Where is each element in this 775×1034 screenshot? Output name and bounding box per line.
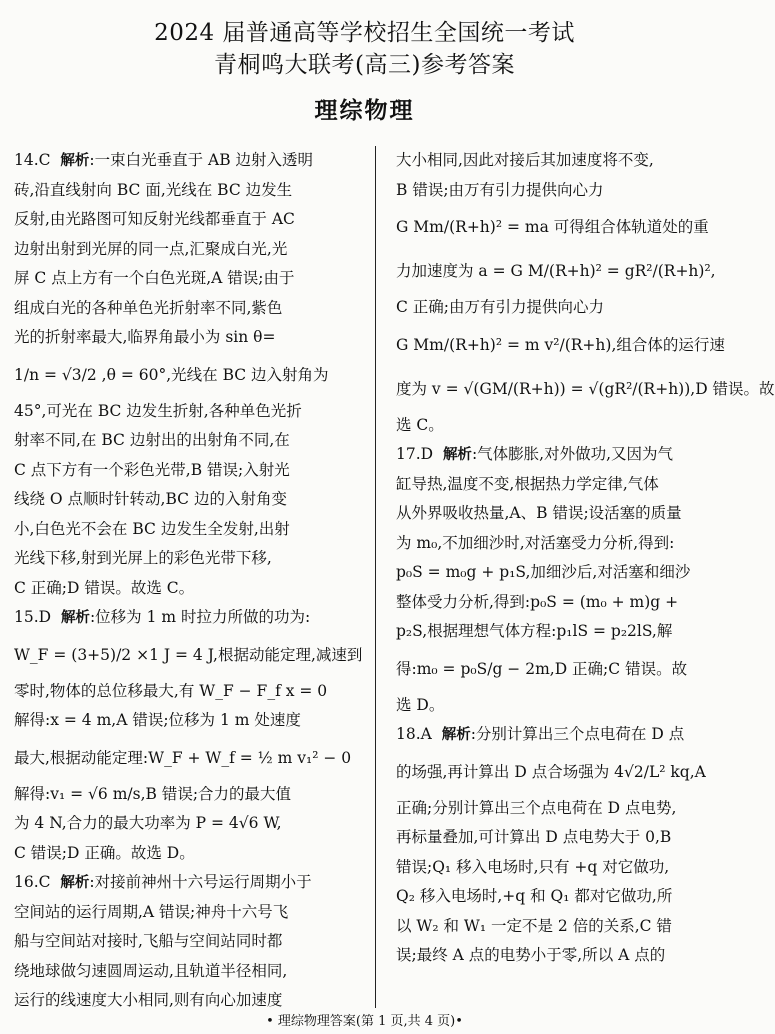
line-text: 船与空间站对接时,飞船与空间站同时都 <box>14 932 283 950</box>
answer-text-line <box>14 544 364 574</box>
answer-text-line <box>14 633 364 677</box>
analysis-label: 解析 <box>60 610 90 626</box>
line-text: C 点下方有一个彩色光带,B 错误;入射光 <box>14 460 290 479</box>
line-text: 绕地球做匀速圆周运动,且轨道半径相同, <box>14 961 288 980</box>
question-answer-start <box>14 603 364 633</box>
analysis-label: 解析 <box>441 727 471 743</box>
question-number: 16.C <box>14 873 51 891</box>
right-column <box>396 146 775 971</box>
answer-text-line <box>396 691 716 721</box>
answer-text-line <box>14 927 364 957</box>
line-text: 解得:x = 4 m,A 错误;位移为 1 m 处速度 <box>14 711 301 729</box>
answer-text-line <box>14 485 364 515</box>
question-answer-start <box>396 720 716 750</box>
answer-text-line <box>396 293 716 323</box>
line-text: 零时,物体的总位移最大,有 W_F − F_f x = 0 <box>14 681 328 700</box>
line-text: G Mm/(R+h)² = m v²/(R+h),组合体的运行速 <box>396 335 725 354</box>
line-text: 选 C。 <box>396 415 444 434</box>
answer-text-line <box>396 205 716 249</box>
answer-text-line <box>396 470 716 500</box>
answer-text-line <box>396 176 716 206</box>
line-text: W_F = (3+5)/2 ×1 J = 4 J,根据动能定理,减速到 <box>14 645 363 664</box>
line-text: :位移为 1 m 时拉力所做的功为: <box>89 608 311 626</box>
line-text: G Mm/(R+h)² = ma 可得组合体轨道处的重 <box>396 218 709 236</box>
line-text: C 正确;由万有引力提供向心力 <box>396 298 605 316</box>
answer-text-line <box>14 780 364 810</box>
answer-text-line <box>14 264 364 294</box>
question-answer-start <box>14 868 364 898</box>
answer-text-line <box>396 249 716 293</box>
answer-text-line <box>396 323 725 367</box>
line-text: 小,白色光不会在 BC 边发生全发射,出射 <box>14 519 290 538</box>
line-text: 解得:v₁ = √6 m/s,B 错误;合力的最大值 <box>14 784 292 803</box>
line-text: 45°,可光在 BC 边发生折射,各种单色光折 <box>14 401 302 420</box>
analysis-label: 解析 <box>60 153 90 169</box>
answer-text-line <box>396 882 716 912</box>
line-text: 的场强,再计算出 D 点合场强为 4√2/L² kq,A <box>396 762 706 781</box>
answer-text-line <box>396 411 716 441</box>
answer-text-line <box>396 558 716 588</box>
answer-text-line <box>14 677 364 707</box>
answer-text-line <box>396 617 716 647</box>
line-text: 为 m₀,不加细沙时,对活塞受力分析,得到: <box>396 533 675 552</box>
line-text: p₀S = m₀g + p₁S,加细沙后,对活塞和细沙 <box>396 563 691 581</box>
line-text: 得:m₀ = p₀S/g − 2m,D 正确;C 错误。故 <box>396 659 688 678</box>
exam-title: 2024 届普通高等学校招生全国统一考试 <box>154 20 575 46</box>
line-text: :一束白光垂直于 AB 边射入透明 <box>89 151 314 169</box>
line-text: 射率不同,在 BC 边射出的出射角不同,在 <box>14 431 290 449</box>
line-text: 以 W₂ 和 W₁ 一定不是 2 倍的关系,C 错 <box>396 916 672 935</box>
line-text: 光的折射率最大,临界角最小为 sin θ= <box>14 328 276 346</box>
answer-text-line <box>14 957 364 987</box>
line-text: 整体受力分析,得到:p₀S = (m₀ + m)g + <box>396 592 679 611</box>
line-text: 反射,由光路图可知反射光线都垂直于 AC <box>14 210 295 228</box>
line-text: :气体膨胀,对外做功,又因为气 <box>471 445 674 463</box>
answer-text-line <box>14 176 364 206</box>
line-text: 错误;Q₁ 移入电场时,只有 +q 对它做功, <box>396 857 670 876</box>
question-number: 15.D <box>14 608 52 626</box>
answer-text-line <box>396 853 716 883</box>
line-text: :对接前神州十六号运行周期小于 <box>89 873 312 891</box>
line-text: 力加速度为 a = G M/(R+h)² = gR²/(R+h)², <box>396 262 716 280</box>
line-text: 组成白光的各种单色光折射率不同,紫色 <box>14 298 283 317</box>
line-text: 缸导热,温度不变,根据热力学定律,气体 <box>396 474 659 493</box>
subject-title: 理综物理 <box>314 98 415 124</box>
answer-text-line <box>14 353 364 397</box>
line-text: Q₂ 移入电场时,+q 和 Q₁ 都对它做功,所 <box>396 887 673 905</box>
answer-text-line <box>14 456 364 486</box>
line-text: C 正确;D 错误。故选 C。 <box>14 578 195 597</box>
line-text: 1/n = √3/2 ,θ = 60°,光线在 BC 边入射角为 <box>14 365 329 384</box>
line-text: p₂S,根据理想气体方程:p₁lS = p₂2lS,解 <box>396 622 673 640</box>
answer-text-line <box>396 499 716 529</box>
answer-text-line <box>14 426 364 456</box>
line-text: 再标量叠加,可计算出 D 点电势大于 0,B <box>396 828 672 846</box>
answer-text-line <box>396 941 716 971</box>
line-text: 度为 v = √(GM/(R+h)) = √(gR²/(R+h)),D 错误。故 <box>396 379 775 398</box>
exam-subtitle: 青桐鸣大联考(高三)参考答案 <box>214 52 515 78</box>
answer-text-line <box>396 529 716 559</box>
line-text: 砖,沿直线射向 BC 面,光线在 BC 边发生 <box>14 180 293 199</box>
question-answer-start <box>396 440 716 470</box>
answer-text-line <box>14 235 364 265</box>
page-footer: • 理综物理答案(第 1 页,共 4 页)• <box>266 1014 463 1029</box>
line-text: 边射出射到光屏的同一点,汇聚成白光,光 <box>14 239 288 258</box>
line-text: 运行的线速度大小相同,则有向心加速度 <box>14 991 283 1009</box>
line-text: 最大,根据动能定理:W_F + W_f = ½ m v₁² − 0 <box>14 748 352 767</box>
answer-text-line <box>14 323 364 353</box>
answer-text-line <box>14 898 364 928</box>
line-text: 正确;分别计算出三个点电荷在 D 点电势, <box>396 798 677 817</box>
answer-text-line <box>14 574 364 604</box>
answer-text-line <box>396 146 716 176</box>
left-column <box>14 146 364 1016</box>
line-text: 屏 C 点上方有一个白色光斑,A 错误;由于 <box>14 269 295 287</box>
answer-text-line <box>396 588 716 618</box>
answer-text-line <box>396 794 716 824</box>
line-text: 线绕 O 点顺时针转动,BC 边的入射角变 <box>14 490 287 508</box>
answer-text-line <box>14 205 364 235</box>
question-number: 18.A <box>396 725 432 743</box>
answer-text-line <box>14 809 364 839</box>
line-text: 为 4 N,合力的最大功率为 P = 4√6 W, <box>14 814 282 832</box>
answer-text-line <box>14 397 364 427</box>
answer-text-line <box>14 736 364 780</box>
line-text: 选 D。 <box>396 695 445 714</box>
line-text: 光线下移,射到光屏上的彩色光带下移, <box>14 549 272 567</box>
answer-text-line <box>14 294 364 324</box>
question-answer-start <box>14 146 364 176</box>
line-text: :分别计算出三个点电荷在 D 点 <box>470 725 685 743</box>
line-text: 大小相同,因此对接后其加速度将不变, <box>396 151 654 169</box>
answer-text-line <box>396 647 716 691</box>
question-number: 14.C <box>14 151 51 169</box>
analysis-label: 解析 <box>60 875 90 891</box>
line-text: 误;最终 A 点的电势小于零,所以 A 点的 <box>396 946 666 964</box>
line-text: C 错误;D 正确。故选 D。 <box>14 843 195 862</box>
answer-text-line <box>14 839 364 869</box>
line-text: 空间站的运行周期,A 错误;神舟十六号飞 <box>14 902 289 921</box>
answer-text-line <box>396 823 716 853</box>
answer-text-line <box>14 515 364 545</box>
answer-text-line <box>396 367 775 411</box>
line-text: 从外界吸收热量,A、B 错误;设活塞的质量 <box>396 504 682 522</box>
question-number: 17.D <box>396 445 434 463</box>
answer-text-line <box>396 750 716 794</box>
analysis-label: 解析 <box>442 447 472 463</box>
answer-text-line <box>14 706 364 736</box>
line-text: B 错误;由万有引力提供向心力 <box>396 180 604 199</box>
answer-text-line <box>396 912 716 942</box>
column-divider <box>375 146 376 1008</box>
